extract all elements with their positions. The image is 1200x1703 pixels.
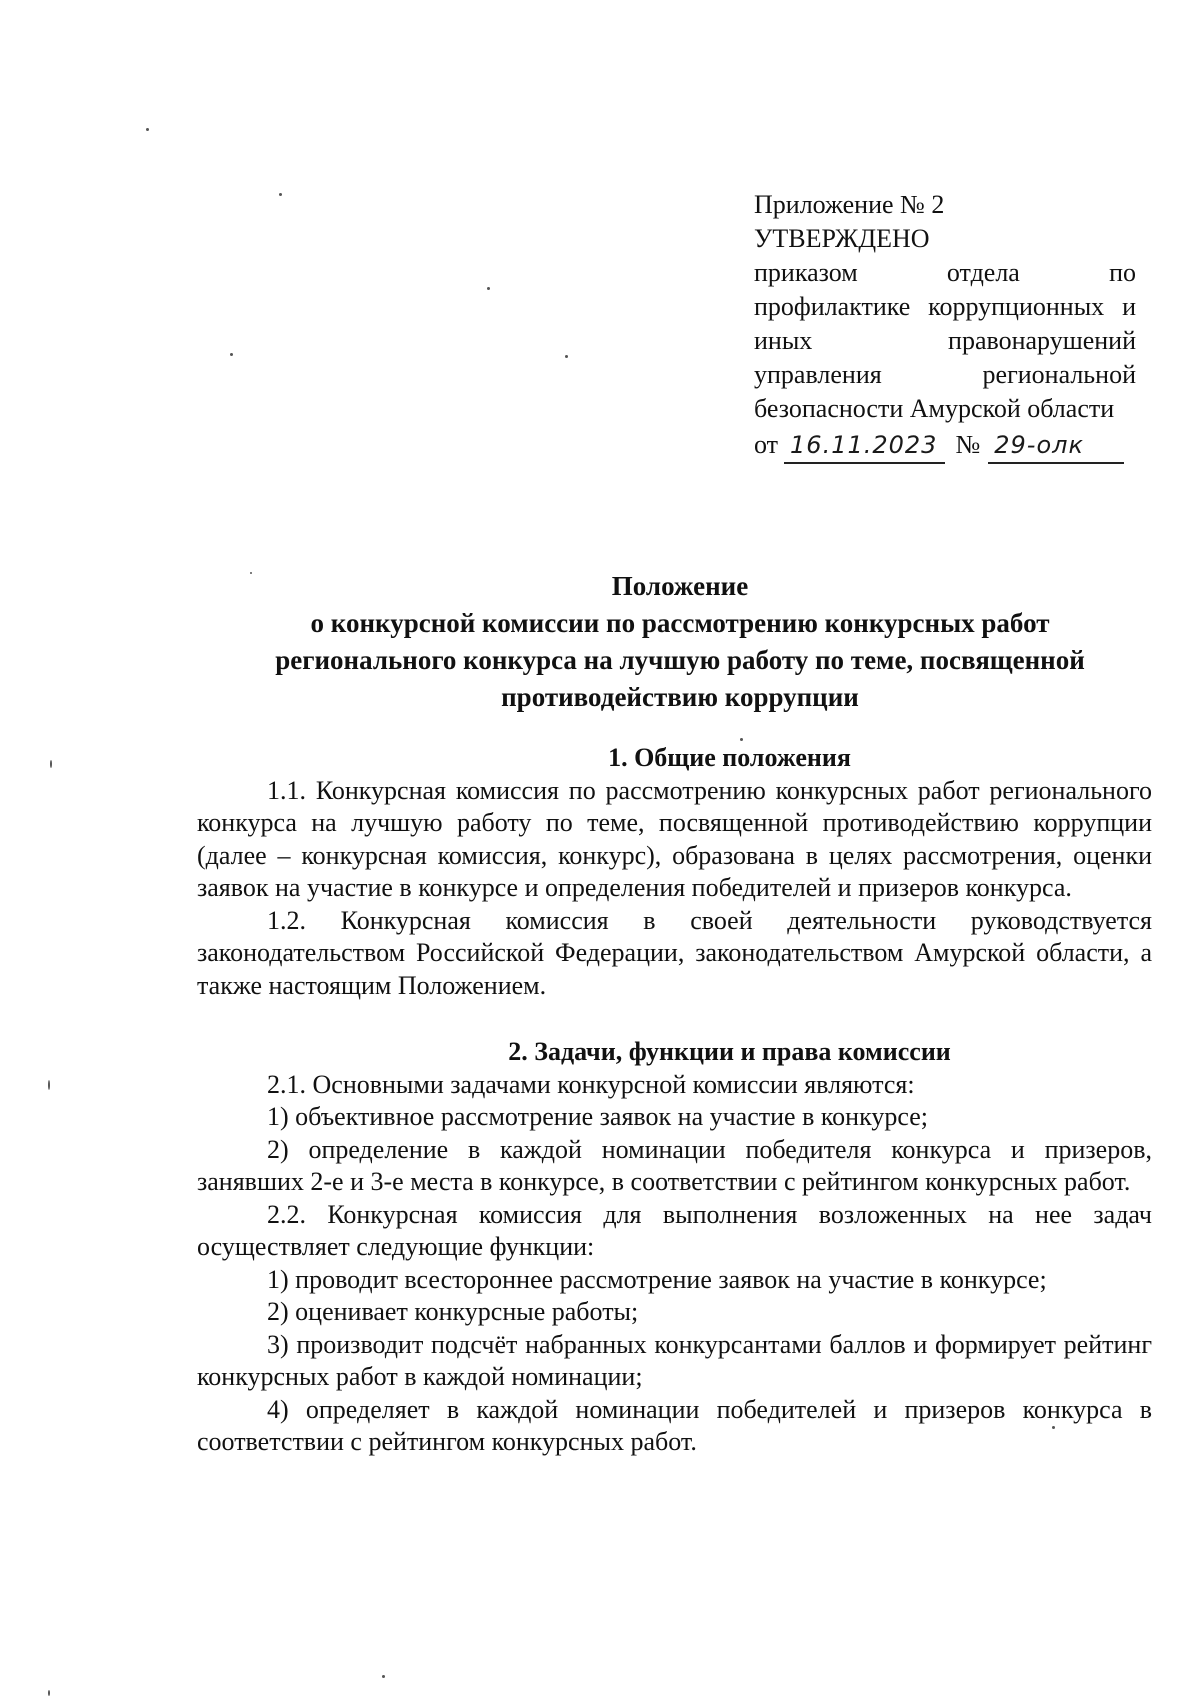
list-item: 2) определение в каждой номинации победителя конкурса и призеров, занявших 2-е и 3-е места в конкурсе, в соответствии с рейтингом конкурсных работ.	[197, 1134, 1152, 1196]
scan-speck	[48, 1690, 50, 1696]
approval-word: коррупционных	[928, 292, 1105, 321]
scan-speck	[487, 287, 490, 290]
title-line: Положение	[611, 571, 749, 601]
approval-word: региональной	[982, 360, 1136, 389]
number-prefix: №	[955, 430, 981, 459]
scan-speck	[50, 760, 52, 768]
approval-order-line: безопасности Амурской области	[754, 394, 1115, 423]
scan-speck	[1052, 1426, 1055, 1429]
list-item: 1) проводит всестороннее рассмотрение заявок на участие в конкурсе;	[267, 1264, 1047, 1294]
list-item: 2) оценивает конкурсные работы;	[267, 1297, 639, 1326]
approval-order-line	[754, 324, 1136, 358]
section-spacer	[197, 1002, 1152, 1036]
approval-word: правонарушений	[948, 326, 1136, 355]
document-title	[180, 568, 1180, 716]
scan-speck	[230, 353, 233, 356]
approval-word: профилактике	[754, 292, 911, 321]
scan-speck	[279, 193, 282, 196]
approval-date-number-line	[754, 428, 1136, 464]
title-line: о конкурсной комиссии по рассмотрению конкурсных работ	[310, 608, 1050, 638]
approval-word: управления	[754, 360, 882, 389]
approval-order-line	[754, 290, 1136, 324]
approval-word: иных	[754, 326, 813, 355]
paragraph-2-1: 2.1. Основными задачами конкурсной комиссии являются:	[267, 1069, 915, 1099]
scan-speck	[382, 1675, 385, 1678]
list-item: 4) определяет в каждой номинации победителей и призеров конкурса в соответствии с рейтингом конкурсных работ.	[197, 1394, 1152, 1456]
approval-word: и	[1122, 292, 1136, 321]
paragraph-1-2: 1.2. Конкурсная комиссия в своей деятельности руководствуется законодательством Российской Федерации, законодательством Амурской области, а также настоящим Положением.	[197, 905, 1152, 1000]
paragraph-2-2: 2.2. Конкурсная комиссия для выполнения возложенных на нее задач осуществляет следующие функции:	[197, 1199, 1152, 1261]
approval-word: приказом	[754, 258, 858, 287]
scan-speck	[740, 738, 743, 741]
title-line: регионального конкурса на лучшую работу по теме, посвященной	[275, 645, 1085, 675]
section-heading-2: 2. Задачи, функции и права комиссии	[508, 1037, 951, 1066]
section-heading-1: 1. Общие положения	[608, 743, 851, 772]
approval-order-line	[754, 256, 1136, 290]
approval-order-line	[754, 358, 1136, 392]
paragraph-1-1: 1.1. Конкурсная комиссия по рассмотрению конкурсных работ регионального конкурса на лучшую работу по теме, посвященной противодействию коррупции (далее – конкурсная комиссия, конкурс), образована в целях рассмотрения, оценки заявок на участие в конкурсе и определения победителей и призеров конкурса.	[197, 775, 1152, 902]
scan-speck	[146, 128, 149, 131]
appendix-label: Приложение № 2	[754, 190, 945, 219]
date-prefix: от	[754, 430, 779, 459]
list-item: 1) объективное рассмотрение заявок на участие в конкурсе;	[267, 1102, 928, 1131]
approved-label: УТВЕРЖДЕНО	[754, 224, 930, 253]
scan-speck	[565, 355, 568, 358]
title-line: противодействию коррупции	[501, 682, 859, 712]
handwritten-date: 16.11.2023	[784, 428, 945, 464]
handwritten-order-number: 29-олк	[988, 428, 1124, 464]
approval-word: отдела	[946, 258, 1020, 287]
scan-speck	[48, 1080, 50, 1090]
document-body	[197, 742, 1152, 1459]
list-item: 3) производит подсчёт набранных конкурсантами баллов и формирует рейтинг конкурсных работ в каждой номинации;	[197, 1329, 1152, 1391]
approval-block	[754, 188, 1136, 464]
scan-speck	[250, 572, 252, 574]
approval-word: по	[1109, 258, 1136, 287]
